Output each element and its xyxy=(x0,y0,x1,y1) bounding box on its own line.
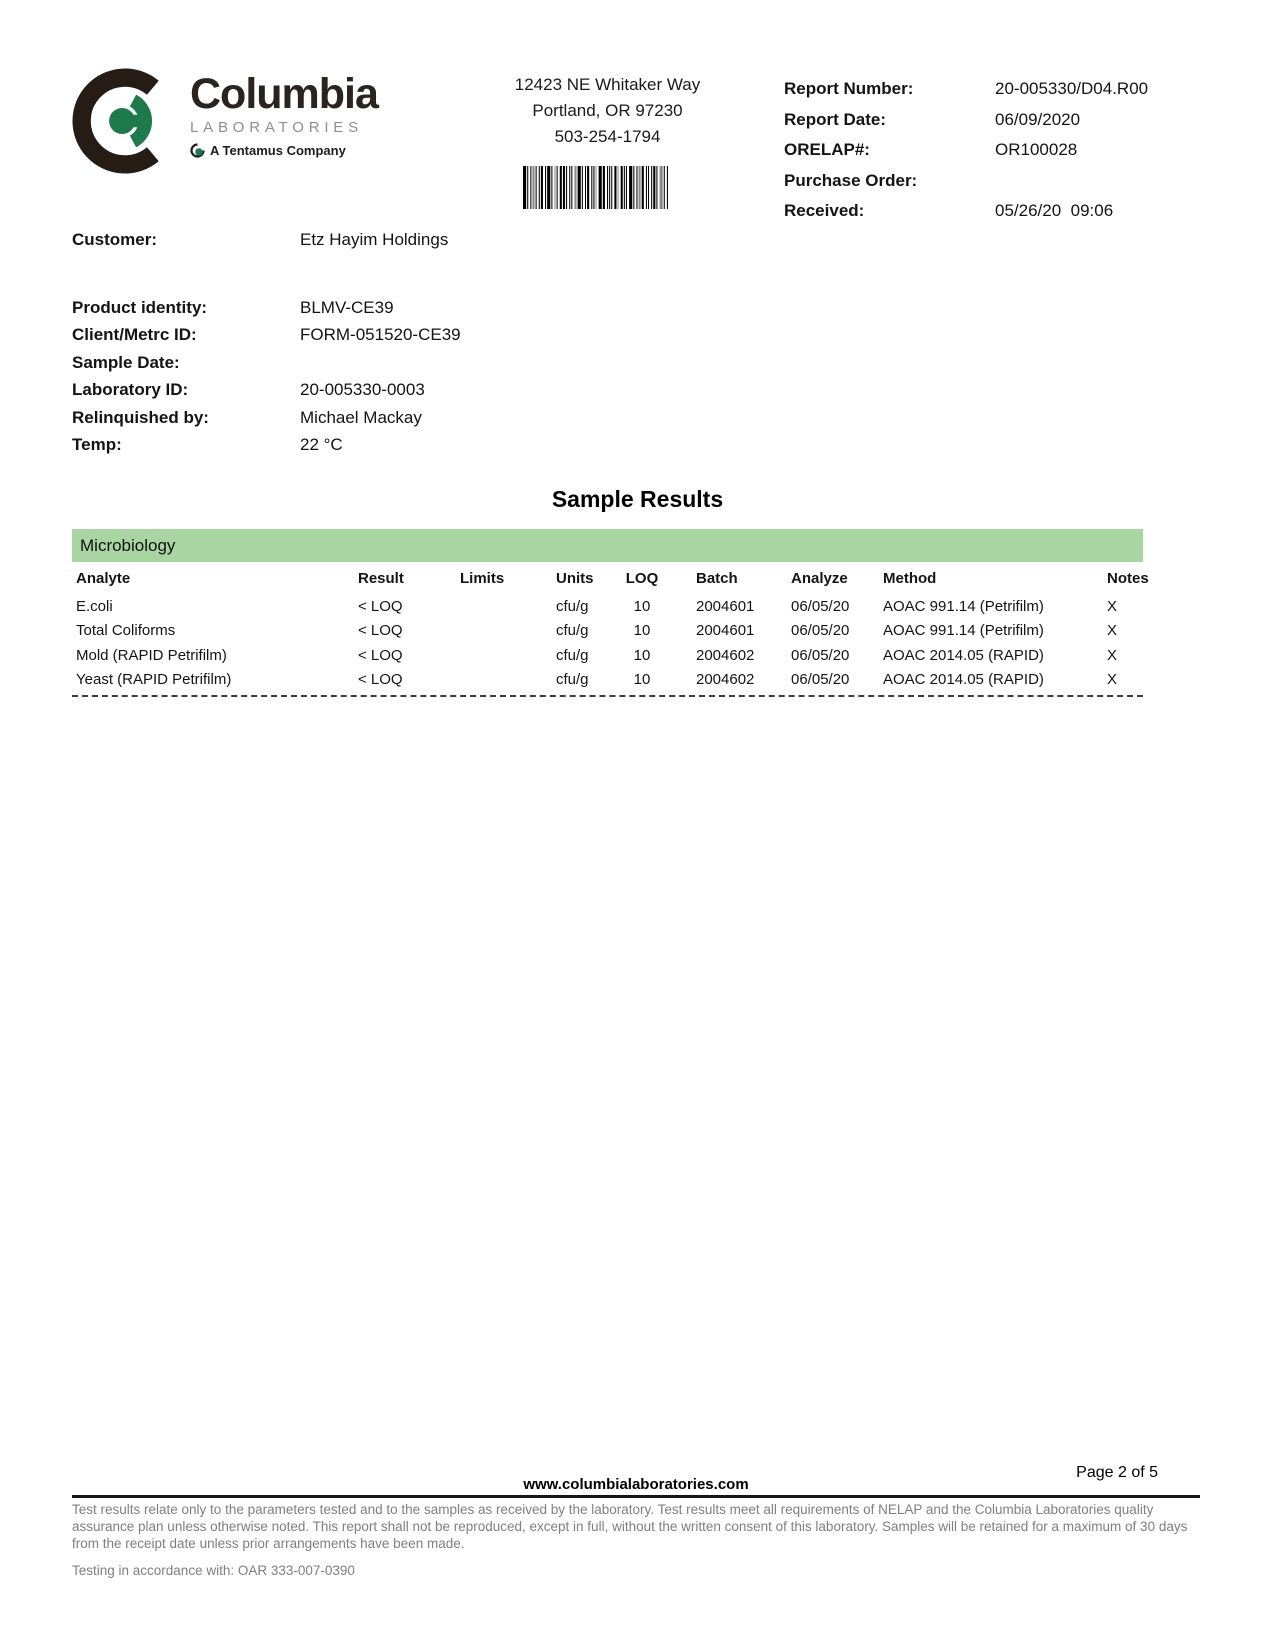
category-band: Microbiology xyxy=(72,529,1143,562)
product-identity-row xyxy=(72,294,461,322)
accordance-text: Testing in accordance with: OAR 333-007-0390 xyxy=(72,1563,355,1578)
temp-row xyxy=(72,432,461,460)
cell-loq: 10 xyxy=(633,622,651,640)
report-number-value: 20-005330/D04.R00 xyxy=(995,79,1149,99)
cell-analyte: Yeast (RAPID Petrifilm) xyxy=(76,671,232,689)
relinquished-by-row xyxy=(72,404,461,432)
orelap-label: ORELAP#: xyxy=(784,140,870,160)
relinquished-by-value: Michael Mackay xyxy=(300,407,422,427)
laboratory-id-label: Laboratory ID: xyxy=(72,380,189,400)
relinquished-by-label: Relinquished by: xyxy=(72,407,209,427)
disclaimer-text: Test results relate only to the parameters tested and to the samples as received by the laboratory. Test results meet all requirements of NELAP and the Columbia Laboratories quality assurance plan unless otherwise noted. This report shall not be reproduced, except in full, without the written consent of this laboratory. Samples will be retained for a maximum of 30 days from the receipt date unless prior arrangements have been made. xyxy=(72,1502,1188,1551)
report-number-label: Report Number: xyxy=(784,79,914,99)
client-metrc-row xyxy=(72,322,461,350)
table-row xyxy=(72,668,1143,693)
col-header-analyze: Analyze xyxy=(791,569,848,587)
columbia-logo-icon xyxy=(72,68,178,174)
report-date-label: Report Date: xyxy=(784,109,887,129)
cell-result: < LOQ xyxy=(358,622,403,640)
customer-value: Etz Hayim Holdings xyxy=(300,230,449,249)
customer-label: Customer: xyxy=(72,230,158,249)
cell-result: < LOQ xyxy=(358,671,403,689)
received-value: 05/26/20 09:06 xyxy=(995,201,1114,221)
col-header-analyte: Analyte xyxy=(76,569,131,587)
col-header-batch: Batch xyxy=(696,569,738,587)
website-url: www.columbialaboratories.com xyxy=(523,1476,749,1493)
cell-analyze: 06/05/20 xyxy=(791,671,850,689)
results-table xyxy=(72,529,1149,697)
product-identity-value: BLMV-CE39 xyxy=(300,297,394,317)
address-line-1: 12423 NE Whitaker Way xyxy=(514,75,701,94)
report-date-row xyxy=(784,105,1204,136)
cell-batch: 2004602 xyxy=(696,671,755,689)
laboratory-id-row xyxy=(72,377,461,405)
col-header-method: Method xyxy=(883,569,937,587)
cell-batch: 2004602 xyxy=(696,646,755,664)
table-header-row xyxy=(72,562,1149,594)
col-header-result: Result xyxy=(358,569,404,587)
orelap-row xyxy=(784,135,1204,166)
purchase-order-label: Purchase Order: xyxy=(784,170,918,190)
col-header-limits: Limits xyxy=(460,569,505,587)
received-row xyxy=(784,196,1204,227)
cell-batch: 2004601 xyxy=(696,597,755,615)
cell-analyze: 06/05/20 xyxy=(791,622,850,640)
cell-analyze: 06/05/20 xyxy=(791,597,850,615)
company-logo xyxy=(72,68,378,174)
product-identity-label: Product identity: xyxy=(72,297,208,317)
cell-loq: 10 xyxy=(633,646,651,664)
table-row xyxy=(72,643,1143,668)
cell-method: AOAC 2014.05 (RAPID) xyxy=(883,671,1044,689)
cell-units: cfu/g xyxy=(556,646,589,664)
cell-loq: 10 xyxy=(633,597,651,615)
address-line-2: Portland, OR 97230 xyxy=(532,101,683,120)
address-line-3: 503-254-1794 xyxy=(554,127,661,146)
tentamus-icon xyxy=(190,143,205,158)
report-date-value: 06/09/2020 xyxy=(995,109,1081,129)
table-end-divider xyxy=(72,695,1143,697)
purchase-order-row xyxy=(784,166,1204,197)
col-header-notes: Notes xyxy=(1107,569,1149,587)
sample-date-row xyxy=(72,349,461,377)
cell-batch: 2004601 xyxy=(696,622,755,640)
laboratory-id-value: 20-005330-0003 xyxy=(300,380,425,400)
cell-units: cfu/g xyxy=(556,671,589,689)
logo-subtitle: LABORATORIES xyxy=(190,119,363,136)
temp-label: Temp: xyxy=(72,435,122,455)
cell-notes: X xyxy=(1107,671,1118,689)
cell-method: AOAC 991.14 (Petrifilm) xyxy=(883,622,1044,640)
section-title: Sample Results xyxy=(551,486,724,512)
cell-analyte: Total Coliforms xyxy=(76,622,176,640)
cell-result: < LOQ xyxy=(358,646,403,664)
barcode xyxy=(523,166,669,209)
col-header-loq: LOQ xyxy=(625,569,659,587)
logo-tagline: A Tentamus Company xyxy=(210,143,346,158)
cell-notes: X xyxy=(1107,597,1118,615)
cell-notes: X xyxy=(1107,646,1118,664)
cell-analyte: Mold (RAPID Petrifilm) xyxy=(76,646,227,664)
cell-units: cfu/g xyxy=(556,597,589,615)
cell-notes: X xyxy=(1107,622,1118,640)
cell-units: cfu/g xyxy=(556,622,589,640)
cell-method: AOAC 991.14 (Petrifilm) xyxy=(883,597,1044,615)
sample-info xyxy=(72,294,461,459)
cell-analyte: E.coli xyxy=(76,597,113,615)
cell-result: < LOQ xyxy=(358,597,403,615)
temp-value: 22 °C xyxy=(300,435,343,455)
report-meta xyxy=(784,74,1204,227)
report-number-row xyxy=(784,74,1204,105)
client-metrc-label: Client/Metrc ID: xyxy=(72,325,197,345)
col-header-units: Units xyxy=(556,569,594,587)
footer-divider xyxy=(72,1495,1200,1498)
cell-loq: 10 xyxy=(633,671,651,689)
sample-date-label: Sample Date: xyxy=(72,352,180,372)
received-label: Received: xyxy=(784,201,865,221)
page-number: Page 2 of 5 xyxy=(1076,1464,1158,1481)
cell-analyze: 06/05/20 xyxy=(791,646,850,664)
table-row xyxy=(72,594,1143,619)
table-row xyxy=(72,619,1143,644)
lab-address xyxy=(480,72,735,150)
client-metrc-value: FORM-051520-CE39 xyxy=(300,325,461,345)
cell-method: AOAC 2014.05 (RAPID) xyxy=(883,646,1044,664)
customer-row xyxy=(72,230,448,250)
logo-name: Columbia xyxy=(190,70,378,118)
orelap-value: OR100028 xyxy=(995,140,1078,160)
